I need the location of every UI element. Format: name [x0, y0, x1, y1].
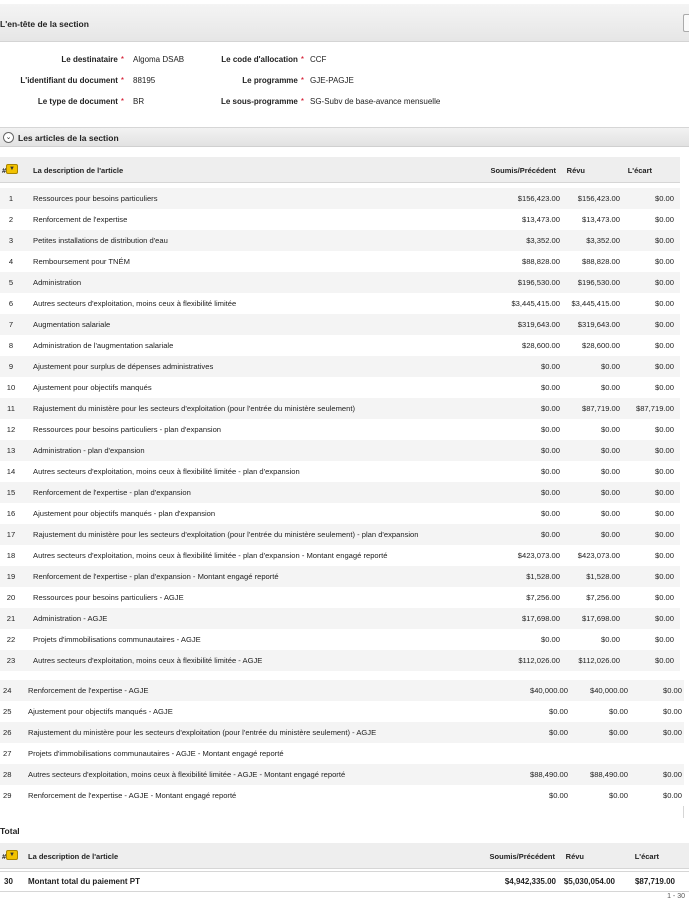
row-number: 6 — [8, 299, 14, 308]
row-difference: $0.00 — [654, 362, 674, 371]
row-submitted: $17,698.00 — [521, 614, 560, 623]
table-row[interactable] — [0, 356, 680, 377]
column-menu-icon[interactable]: ▼ — [6, 164, 18, 174]
row-difference: $0.00 — [662, 707, 682, 716]
row-number: 5 — [8, 278, 14, 287]
row-description: Autres secteurs d'exploitation, moins ceux à flexibilité limitée — [33, 299, 237, 308]
row-description: Renforcement de l'expertise - AGJE - Montant engagé reporté — [28, 791, 237, 800]
table-row[interactable] — [0, 680, 684, 701]
total-column-menu-icon[interactable]: ▼ — [6, 850, 18, 860]
row-number: 26 — [3, 728, 12, 737]
row-number: 12 — [6, 425, 16, 434]
row-description: Autres secteurs d'exploitation, moins ceux à flexibilité limitée - plan d'expansion - Montant engagé reporté — [33, 551, 388, 560]
table-row[interactable] — [0, 398, 680, 419]
table-row[interactable] — [0, 587, 680, 608]
total-row-description: Montant total du paiement PT — [28, 877, 140, 886]
row-revised: $0.00 — [600, 425, 620, 434]
row-revised: $3,352.00 — [586, 236, 620, 245]
row-submitted: $0.00 — [540, 635, 560, 644]
row-revised: $319,643.00 — [577, 320, 620, 329]
row-description: Autres secteurs d'exploitation, moins ceux à flexibilité limitée - plan d'expansion — [33, 467, 300, 476]
row-revised: $87,719.00 — [581, 404, 620, 413]
row-revised: $0.00 — [600, 362, 620, 371]
row-description: Ajustement pour objectifs manqués — [33, 383, 152, 392]
row-description: Projets d'immobilisations communautaires - AGJE - Montant engagé reporté — [28, 749, 284, 758]
table-row[interactable] — [0, 461, 680, 482]
row-revised: $13,473.00 — [581, 215, 620, 224]
row-number: 28 — [3, 770, 12, 779]
row-difference: $0.00 — [662, 728, 682, 737]
row-difference: $0.00 — [662, 686, 682, 695]
row-description: Autres secteurs d'exploitation, moins ceux à flexibilité limitée - AGJE - Montant engagé reporté — [28, 770, 346, 779]
total-column-submitted[interactable]: Soumis/Précédent — [489, 852, 555, 861]
row-difference: $0.00 — [654, 236, 674, 245]
table-row[interactable] — [0, 251, 680, 272]
table-row[interactable] — [0, 650, 680, 671]
row-revised: $0.00 — [600, 530, 620, 539]
row-submitted: $0.00 — [548, 707, 568, 716]
row-difference: $0.00 — [654, 215, 674, 224]
row-difference: $0.00 — [654, 383, 674, 392]
identifiant-value: 88195 — [133, 76, 156, 85]
row-description: Administration — [33, 278, 82, 287]
column-submitted[interactable]: Soumis/Précédent — [490, 166, 556, 175]
table-row[interactable] — [0, 482, 680, 503]
table-row[interactable] — [0, 293, 680, 314]
row-number: 23 — [6, 656, 16, 665]
row-submitted: $0.00 — [540, 530, 560, 539]
row-description: Ressources pour besoins particuliers - plan d'expansion — [33, 425, 222, 434]
row-number: 7 — [8, 320, 14, 329]
table-row[interactable] — [0, 230, 680, 251]
row-description: Ajustement pour objectifs manqués - plan d'expansion — [33, 509, 216, 518]
row-revised: $40,000.00 — [589, 686, 628, 695]
header-action-button[interactable] — [683, 14, 689, 32]
row-submitted: $40,000.00 — [529, 686, 568, 695]
row-difference: $0.00 — [654, 299, 674, 308]
table-row[interactable] — [0, 608, 680, 629]
row-number: 1 — [8, 194, 14, 203]
row-difference: $0.00 — [654, 320, 674, 329]
row-revised: $28,600.00 — [581, 341, 620, 350]
total-row-submitted: $4,942,335.00 — [504, 877, 556, 886]
row-submitted: $156,423.00 — [517, 194, 560, 203]
row-submitted: $0.00 — [548, 791, 568, 800]
table-row[interactable] — [0, 785, 684, 806]
row-number: 24 — [3, 686, 12, 695]
total-column-revised[interactable]: Révu — [565, 852, 584, 861]
total-row-difference: $87,719.00 — [634, 877, 675, 886]
row-description: Autres secteurs d'exploitation, moins ceux à flexibilité limitée - AGJE — [33, 656, 263, 665]
section-fields — [0, 50, 689, 116]
row-difference: $0.00 — [654, 551, 674, 560]
row-revised: $0.00 — [600, 383, 620, 392]
type-document-value: BR — [133, 97, 145, 106]
row-revised: $0.00 — [600, 509, 620, 518]
row-submitted: $88,490.00 — [529, 770, 568, 779]
row-description: Petites installations de distribution d'eau — [33, 236, 168, 245]
type-document-label: Le type de document * — [37, 97, 124, 106]
row-description: Renforcement de l'expertise - plan d'expansion — [33, 488, 191, 497]
row-description: Ajustement pour objectifs manqués - AGJE — [28, 707, 173, 716]
row-difference: $0.00 — [654, 341, 674, 350]
table-row[interactable] — [0, 629, 680, 650]
row-revised: $0.00 — [600, 446, 620, 455]
row-description: Renforcement de l'expertise - AGJE — [28, 686, 149, 695]
row-difference: $87,719.00 — [635, 404, 674, 413]
row-description: Ajustement pour surplus de dépenses administratives — [33, 362, 214, 371]
row-number: 18 — [6, 551, 16, 560]
row-difference: $0.00 — [654, 278, 674, 287]
row-description: Remboursement pour TNÉM — [33, 257, 130, 266]
row-revised: $3,445,415.00 — [571, 299, 620, 308]
row-number: 14 — [6, 467, 16, 476]
row-description: Rajustement du ministère pour les secteurs d'exploitation (pour l'entrée du ministère seulement) - AGJE — [28, 728, 377, 737]
row-submitted: $0.00 — [540, 509, 560, 518]
total-row-number: 30 — [4, 877, 13, 886]
row-description: Renforcement de l'expertise — [33, 215, 128, 224]
row-revised: $88,828.00 — [581, 257, 620, 266]
row-submitted: $0.00 — [540, 488, 560, 497]
row-difference: $0.00 — [654, 257, 674, 266]
row-difference: $0.00 — [654, 530, 674, 539]
row-number: 16 — [6, 509, 16, 518]
identifiant-label: L'identifiant du document * — [20, 76, 124, 85]
row-description: Rajustement du ministère pour les secteurs d'exploitation (pour l'entrée du ministère seulement) - plan d'expansion — [33, 530, 419, 539]
table-row[interactable] — [0, 524, 680, 545]
column-difference[interactable]: L'écart — [627, 166, 652, 175]
row-submitted: $0.00 — [540, 467, 560, 476]
row-difference: $0.00 — [654, 614, 674, 623]
row-submitted: $3,445,415.00 — [511, 299, 560, 308]
code-allocation-value: CCF — [310, 55, 327, 64]
table-row[interactable] — [0, 503, 680, 524]
table-row[interactable] — [0, 545, 680, 566]
total-section-title: Total — [0, 826, 20, 836]
row-difference: $0.00 — [654, 593, 674, 602]
row-number: 22 — [6, 635, 16, 644]
row-description: Augmentation salariale — [33, 320, 111, 329]
table-row[interactable] — [0, 377, 680, 398]
code-allocation-label: Le code d'allocation * — [221, 55, 304, 64]
row-number: 15 — [6, 488, 16, 497]
row-submitted: $0.00 — [548, 728, 568, 737]
row-difference: $0.00 — [654, 572, 674, 581]
row-difference: $0.00 — [654, 656, 674, 665]
row-number: 27 — [3, 749, 12, 758]
row-difference: $0.00 — [654, 509, 674, 518]
row-difference: $0.00 — [654, 446, 674, 455]
table-row[interactable] — [0, 314, 680, 335]
total-grid-header — [0, 843, 689, 869]
row-submitted: $3,352.00 — [526, 236, 560, 245]
row-number: 3 — [8, 236, 14, 245]
row-number: 9 — [8, 362, 14, 371]
row-submitted: $423,073.00 — [517, 551, 560, 560]
table-row[interactable] — [0, 272, 680, 293]
table-row[interactable] — [0, 764, 684, 785]
row-submitted: $1,528.00 — [526, 572, 560, 581]
column-hash: # — [2, 166, 7, 175]
items-section-header[interactable] — [0, 127, 689, 147]
sous-programme-value: SG-Subv de base-avance mensuelle — [310, 97, 441, 106]
row-revised: $88,490.00 — [589, 770, 628, 779]
table-row[interactable] — [0, 566, 680, 587]
row-description: Rajustement du ministère pour les secteurs d'exploitation (pour l'entrée du ministère seulement) — [33, 404, 355, 413]
total-column-hash: # — [2, 852, 7, 861]
row-submitted: $0.00 — [540, 425, 560, 434]
collapse-chevron-icon[interactable]: ⌄ — [3, 132, 14, 143]
table-row[interactable] — [0, 188, 680, 209]
table-row[interactable] — [0, 335, 680, 356]
row-number: 11 — [7, 404, 15, 413]
row-revised: $0.00 — [600, 635, 620, 644]
row-description: Projets d'immobilisations communautaires - AGJE — [33, 635, 201, 644]
row-difference: $0.00 — [654, 488, 674, 497]
row-number: 19 — [6, 572, 16, 581]
row-difference: $0.00 — [654, 635, 674, 644]
row-revised: $17,698.00 — [581, 614, 620, 623]
destinataire-value: Algoma DSAB — [133, 55, 185, 64]
row-submitted: $0.00 — [540, 362, 560, 371]
row-revised: $1,528.00 — [586, 572, 620, 581]
row-difference: $0.00 — [654, 425, 674, 434]
items-section-title: Les articles de la section — [18, 133, 119, 143]
row-revised: $0.00 — [600, 467, 620, 476]
row-description: Ressources pour besoins particuliers - AGJE — [33, 593, 184, 602]
column-revised[interactable]: Révu — [566, 166, 585, 175]
total-column-difference[interactable]: L'écart — [634, 852, 659, 861]
row-number: 4 — [8, 257, 14, 266]
sous-programme-label: Le sous-programme * — [220, 97, 304, 106]
table-row[interactable] — [0, 209, 680, 230]
row-difference: $0.00 — [654, 467, 674, 476]
row-revised: $0.00 — [608, 707, 628, 716]
programme-value: GJE-PAGJE — [310, 76, 354, 85]
section-header-title: L'en-tête de la section — [0, 19, 89, 29]
row-number: 21 — [6, 614, 16, 623]
row-revised: $0.00 — [608, 791, 628, 800]
table-row[interactable] — [0, 701, 684, 722]
row-submitted: $196,530.00 — [517, 278, 560, 287]
row-number: 25 — [3, 707, 12, 716]
row-revised: $423,073.00 — [577, 551, 620, 560]
column-description[interactable]: La description de l'article — [33, 166, 124, 175]
row-description: Administration de l'augmentation salariale — [33, 341, 174, 350]
row-description: Administration - plan d'expansion — [33, 446, 145, 455]
table-row[interactable] — [0, 722, 684, 743]
total-column-description[interactable]: La description de l'article — [28, 852, 119, 861]
row-submitted: $7,256.00 — [526, 593, 560, 602]
row-number: 20 — [6, 593, 16, 602]
row-submitted: $0.00 — [540, 383, 560, 392]
row-number: 13 — [6, 446, 16, 455]
row-number: 17 — [6, 530, 16, 539]
section-header — [0, 4, 689, 42]
row-number: 10 — [6, 383, 16, 392]
destinataire-label: Le destinataire * — [61, 55, 124, 64]
row-submitted: $112,026.00 — [518, 656, 560, 665]
programme-label: Le programme * — [242, 76, 304, 85]
row-description: Administration - AGJE — [33, 614, 108, 623]
row-revised: $0.00 — [600, 488, 620, 497]
row-submitted: $319,643.00 — [517, 320, 560, 329]
row-revised: $7,256.00 — [586, 593, 620, 602]
row-description: Renforcement de l'expertise - plan d'expansion - Montant engagé reporté — [33, 572, 279, 581]
row-submitted: $13,473.00 — [521, 215, 560, 224]
row-difference: $0.00 — [662, 770, 682, 779]
pager-info: 1 - 30 — [667, 893, 685, 900]
row-difference: $0.00 — [662, 791, 682, 800]
row-number: 8 — [8, 341, 14, 350]
row-submitted: $88,828.00 — [521, 257, 560, 266]
total-row-revised: $5,030,054.00 — [563, 877, 615, 886]
row-description: Ressources pour besoins particuliers — [33, 194, 158, 203]
total-row[interactable] — [0, 871, 689, 892]
row-submitted: $28,600.00 — [521, 341, 560, 350]
row-revised: $196,530.00 — [577, 278, 620, 287]
row-difference: $0.00 — [654, 194, 674, 203]
row-submitted: $0.00 — [540, 446, 560, 455]
table-row[interactable] — [0, 743, 684, 764]
items-grid-header — [0, 157, 680, 183]
row-number: 29 — [3, 791, 12, 800]
row-submitted: $0.00 — [540, 404, 560, 413]
table-row[interactable] — [0, 440, 680, 461]
row-number: 2 — [8, 215, 14, 224]
row-revised: $112,026.00 — [578, 656, 620, 665]
table-row[interactable] — [0, 419, 680, 440]
row-revised: $156,423.00 — [577, 194, 620, 203]
row-revised: $0.00 — [608, 728, 628, 737]
